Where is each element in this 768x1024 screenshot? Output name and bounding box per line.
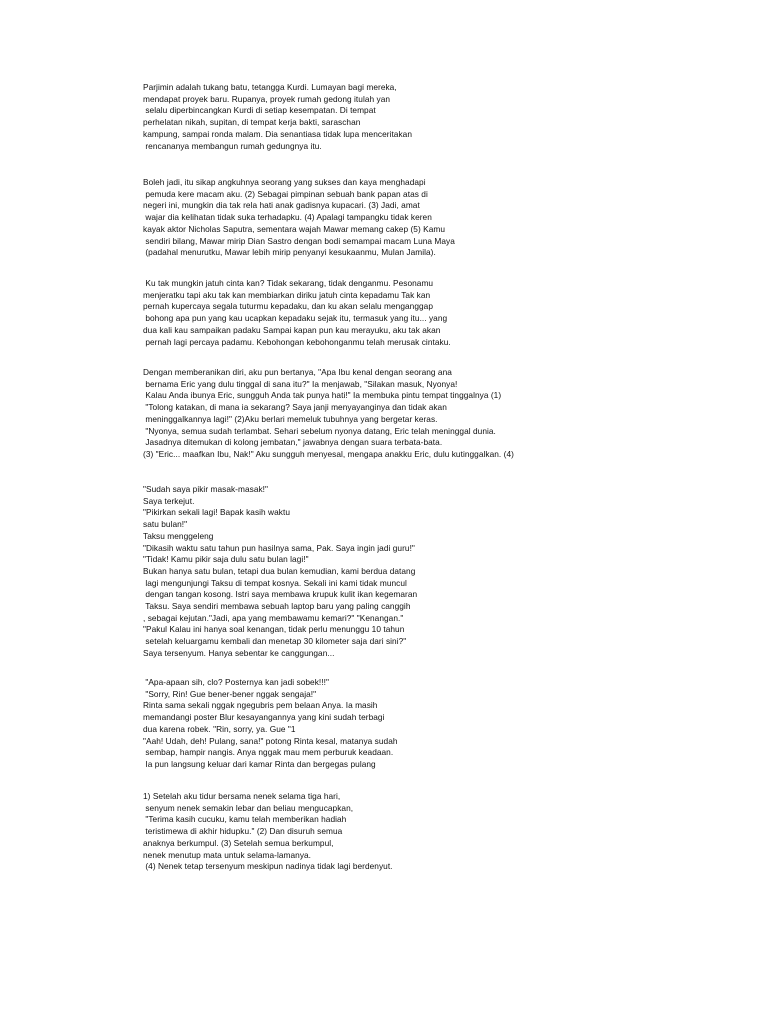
text-line: sembap, hampir nangis. Anya nggak mau mem perburuk keadaan.: [143, 747, 394, 758]
text-line: dua karena robek. "Rin, sorry, ya. Gue "1: [143, 723, 296, 734]
text-line: "Aah! Udah, deh! Pulang, sana!" potong Rinta kesal, matanya sudah: [143, 735, 398, 746]
text-line: senyum nenek semakin lebar dan beliau mengucapkan,: [143, 802, 354, 813]
text-line: pemuda kere macam aku. (2) Sebagai pimpinan sebuah bank papan atas di: [143, 188, 428, 199]
text-line: Saya terkejut.: [143, 495, 195, 506]
text-line: wajar dia kelihatan tidak suka terhadapku. (4) Apalagi tampangku tidak keren: [143, 212, 432, 223]
text-line: pernah kupercaya segala tuturmu kepadaku, dan ku akan selalu menganggap: [143, 301, 433, 312]
paragraph-parjimin: [143, 82, 412, 152]
text-line: "Pikirkan sekali lagi! Bapak kasih waktu: [143, 507, 290, 518]
text-line: kayak aktor Nicholas Saputra, sementara wajah Mawar memang cakep (5) Kamu: [143, 223, 446, 234]
text-line: (4) Nenek tetap tersenyum meskipun nadinya tidak lagi berdenyut.: [143, 861, 393, 872]
text-line: "Apa-apaan sih, clo? Posternya kan jadi sobek!!!": [143, 677, 329, 687]
text-line: sendiri bilang, Mawar mirip Dian Sastro dengan bodi semampai macam Luna Maya: [143, 235, 455, 246]
text-line: Kalau Anda ibunya Eric, sungguh Anda tak punya hati!" Ia membuka pintu tempat tinggalnya (1): [143, 390, 502, 401]
text-line: lagi mengunjungi Taksu di tempat kosnya. Sekali ini kami tidak muncul: [143, 577, 407, 588]
text-line: "Dikasih waktu satu tahun pun hasilnya sama, Pak. Saya ingin jadi guru!": [143, 542, 415, 553]
text-line: "Terima kasih cucuku, kamu telah memberikan hadiah: [143, 814, 347, 825]
text-line: bernama Eric yang dulu tinggal di sana itu?" Ia menjawab, "Silakan masuk, Nyonya!: [143, 378, 458, 389]
text-line: Saya tersenyum. Hanya sebentar ke canggungan...: [143, 647, 335, 658]
paragraph-ku-tak-mungkin: [143, 278, 451, 348]
text-line: Taksu. Saya sendiri membawa sebuah laptop baru yang paling canggih: [143, 601, 411, 612]
text-line: teristimewa di akhir hidupku." (2) Dan disuruh semua: [143, 826, 343, 837]
paragraph-sudah-saya-pikir: [143, 484, 417, 660]
paragraph-dengan-memberanikan: [143, 367, 514, 461]
text-line: Dengan memberanikan diri, aku pun bertanya, "Apa Ibu kenal dengan seorang ana: [143, 367, 452, 377]
text-line: Rinta sama sekali nggak ngegubris pem belaan Anya. Ia masih: [143, 700, 378, 711]
paragraph-boleh-jadi: [143, 177, 455, 259]
text-line: dengan tangan kosong. Istri saya membawa krupuk kulit ikan kegemaran: [143, 589, 418, 600]
text-line: (padahal menurutku, Mawar lebih mirip penyanyi kesukaanmu, Mulan Jamila).: [143, 247, 436, 258]
text-line: bohong apa pun yang kau ucapkan kepadaku sejak itu, termasuk yang itu... yang: [143, 313, 448, 324]
text-line: pernah lagi percaya padamu. Kebohongan kebohonganmu telah merusak cintaku.: [143, 336, 451, 347]
text-line: Ku tak mungkin jatuh cinta kan? Tidak sekarang, tidak denganmu. Pesonamu: [143, 278, 434, 288]
text-line: satu bulan!": [143, 519, 188, 530]
text-line: negeri ini, mungkin dia tak rela hati anak gadisnya kupacari. (3) Jadi, amat: [143, 200, 420, 211]
text-line: Jasadnya ditemukan di kolong jembatan," jawabnya dengan suara terbata-bata.: [143, 437, 443, 448]
paragraph-apa-apaan: [143, 677, 398, 771]
text-line: anaknya berkumpul. (3) Setelah semua berkumpul,: [143, 837, 334, 848]
text-line: Ia pun langsung keluar dari kamar Rinta dan bergegas pulang: [143, 758, 376, 769]
text-line: menjeratku tapi aku tak kan membiarkan diriku jatuh cinta kepadamu Tak kan: [143, 289, 431, 300]
text-line: "Nyonya, semua sudah terlambat. Sehari sebelum nyonya datang, Eric telah meninggal dunia.: [143, 425, 496, 436]
paragraph-setelah-aku-tidur: [143, 791, 393, 873]
text-line: "Tolong katakan, di mana ia sekarang? Saya janji menyayanginya dan tidak akan: [143, 402, 447, 413]
text-line: selalu diperbincangkan Kurdi di setiap kesempatan. Di tempat: [143, 105, 376, 116]
text-line: Parjimin adalah tukang batu, tetangga Kurdi. Lumayan bagi mereka,: [143, 82, 397, 92]
text-line: "Sudah saya pikir masak-masak!": [143, 484, 269, 494]
text-line: kampung, sampai ronda malam. Dia senantiasa tidak lupa menceritakan: [143, 128, 412, 139]
text-line: Bukan hanya satu bulan, tetapi dua bulan kemudian, kami berdua datang: [143, 565, 416, 576]
text-line: rencananya membangun rumah gedungnya itu.: [143, 140, 322, 151]
text-line: meninggalkannya lagi!" (2)Aku berlari memeluk tubuhnya yang bergetar keras.: [143, 413, 438, 424]
text-line: Boleh jadi, itu sikap angkuhnya seorang yang sukses dan kaya menghadapi: [143, 177, 426, 187]
text-line: "Pakul Kalau ini hanya soal kenangan, tidak perlu menunggu 10 tahun: [143, 624, 405, 635]
text-line: , sebagai kejutan."Jadi, apa yang membawamu kemari?" "Kenangan.": [143, 612, 404, 623]
text-line: "Tidak! Kamu pikir saja dulu satu bulan lagi!": [143, 554, 309, 565]
text-line: setelah keluargamu kembali dan menetap 30 kilometer saja dari sini?": [143, 636, 407, 647]
text-line: mendapat proyek baru. Rupanya, proyek rumah gedong itulah yan: [143, 93, 391, 104]
text-line: perhelatan nikah, supitan, di tempat kerja bakti, saraschan: [143, 117, 361, 128]
text-line: "Sorry, Rin! Gue bener-bener nggak sengaja!": [143, 688, 317, 699]
text-line: nenek menutup mata untuk selama-lamanya.: [143, 849, 312, 860]
text-line: memandangi poster Blur kesayangannya yang kini sudah terbagi: [143, 712, 385, 723]
text-line: 1) Setelah aku tidur bersama nenek selama tiga hari,: [143, 791, 341, 801]
text-line: Taksu menggeleng: [143, 530, 214, 541]
text-line: dua kali kau sampaikan padaku Sampai kapan pun kau merayuku, aku tak akan: [143, 324, 441, 335]
text-line: (3) "Eric... maafkan Ibu, Nak!" Aku sungguh menyesal, mengapa anakku Eric, dulu kutinggalkan. (4): [143, 448, 514, 459]
